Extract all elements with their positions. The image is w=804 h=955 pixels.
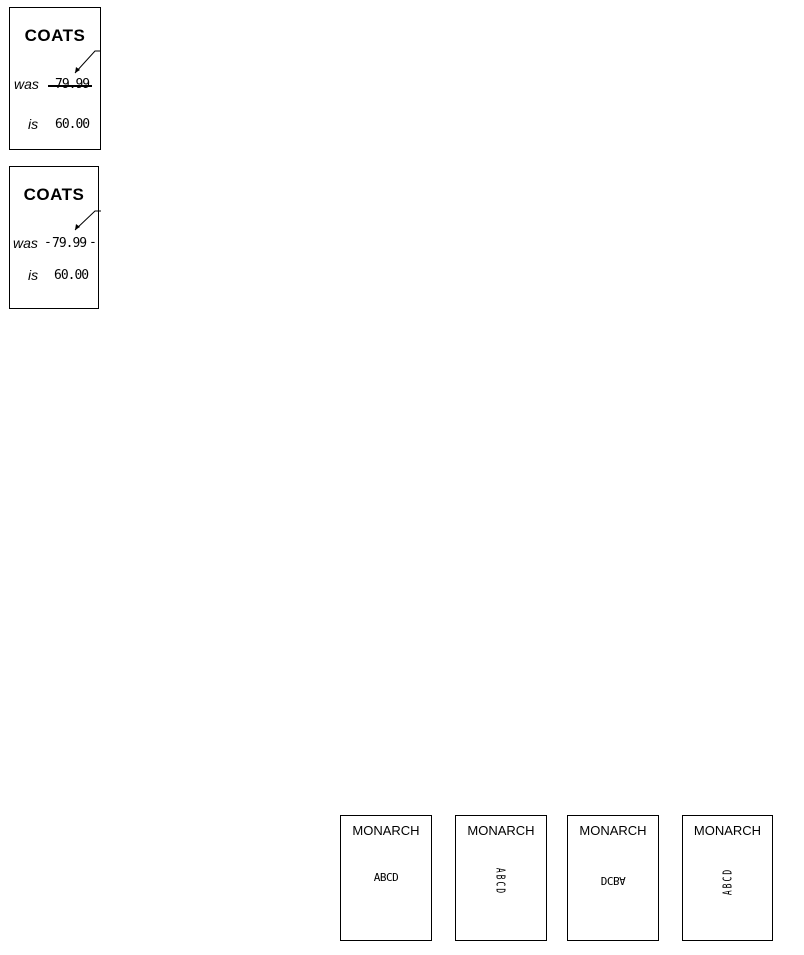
monarch-tag-rotated-270 <box>682 815 773 941</box>
monarch-code: ABCD <box>373 871 399 884</box>
left-dash: - <box>44 235 52 250</box>
was-label: was <box>13 235 38 251</box>
was-label: was <box>14 76 39 92</box>
monarch-code: DCBA <box>600 874 626 887</box>
tag-title: COATS <box>24 26 86 45</box>
monarch-title: MONARCH <box>467 823 535 838</box>
monarch-code: ABCD <box>493 867 509 896</box>
coats-tag-strikethrough <box>9 7 101 150</box>
coats-tag-dashes <box>9 166 99 309</box>
monarch-code: ABCD <box>720 867 735 896</box>
monarch-tag-normal <box>340 815 432 941</box>
tag-title: COATS <box>23 185 85 204</box>
monarch-tag-rotated-90 <box>455 815 547 941</box>
right-dash: - <box>89 235 97 250</box>
is-price: 60.00 <box>55 117 90 132</box>
is-price: 60.00 <box>54 268 89 283</box>
was-price: 79.99 <box>52 236 87 251</box>
is-label: is <box>28 116 39 132</box>
monarch-title: MONARCH <box>352 823 420 838</box>
monarch-tag-rotated-180 <box>567 815 659 941</box>
monarch-title: MONARCH <box>579 823 647 838</box>
strikethrough-line <box>48 85 92 87</box>
is-label: is <box>28 267 39 283</box>
monarch-title: MONARCH <box>693 823 762 838</box>
